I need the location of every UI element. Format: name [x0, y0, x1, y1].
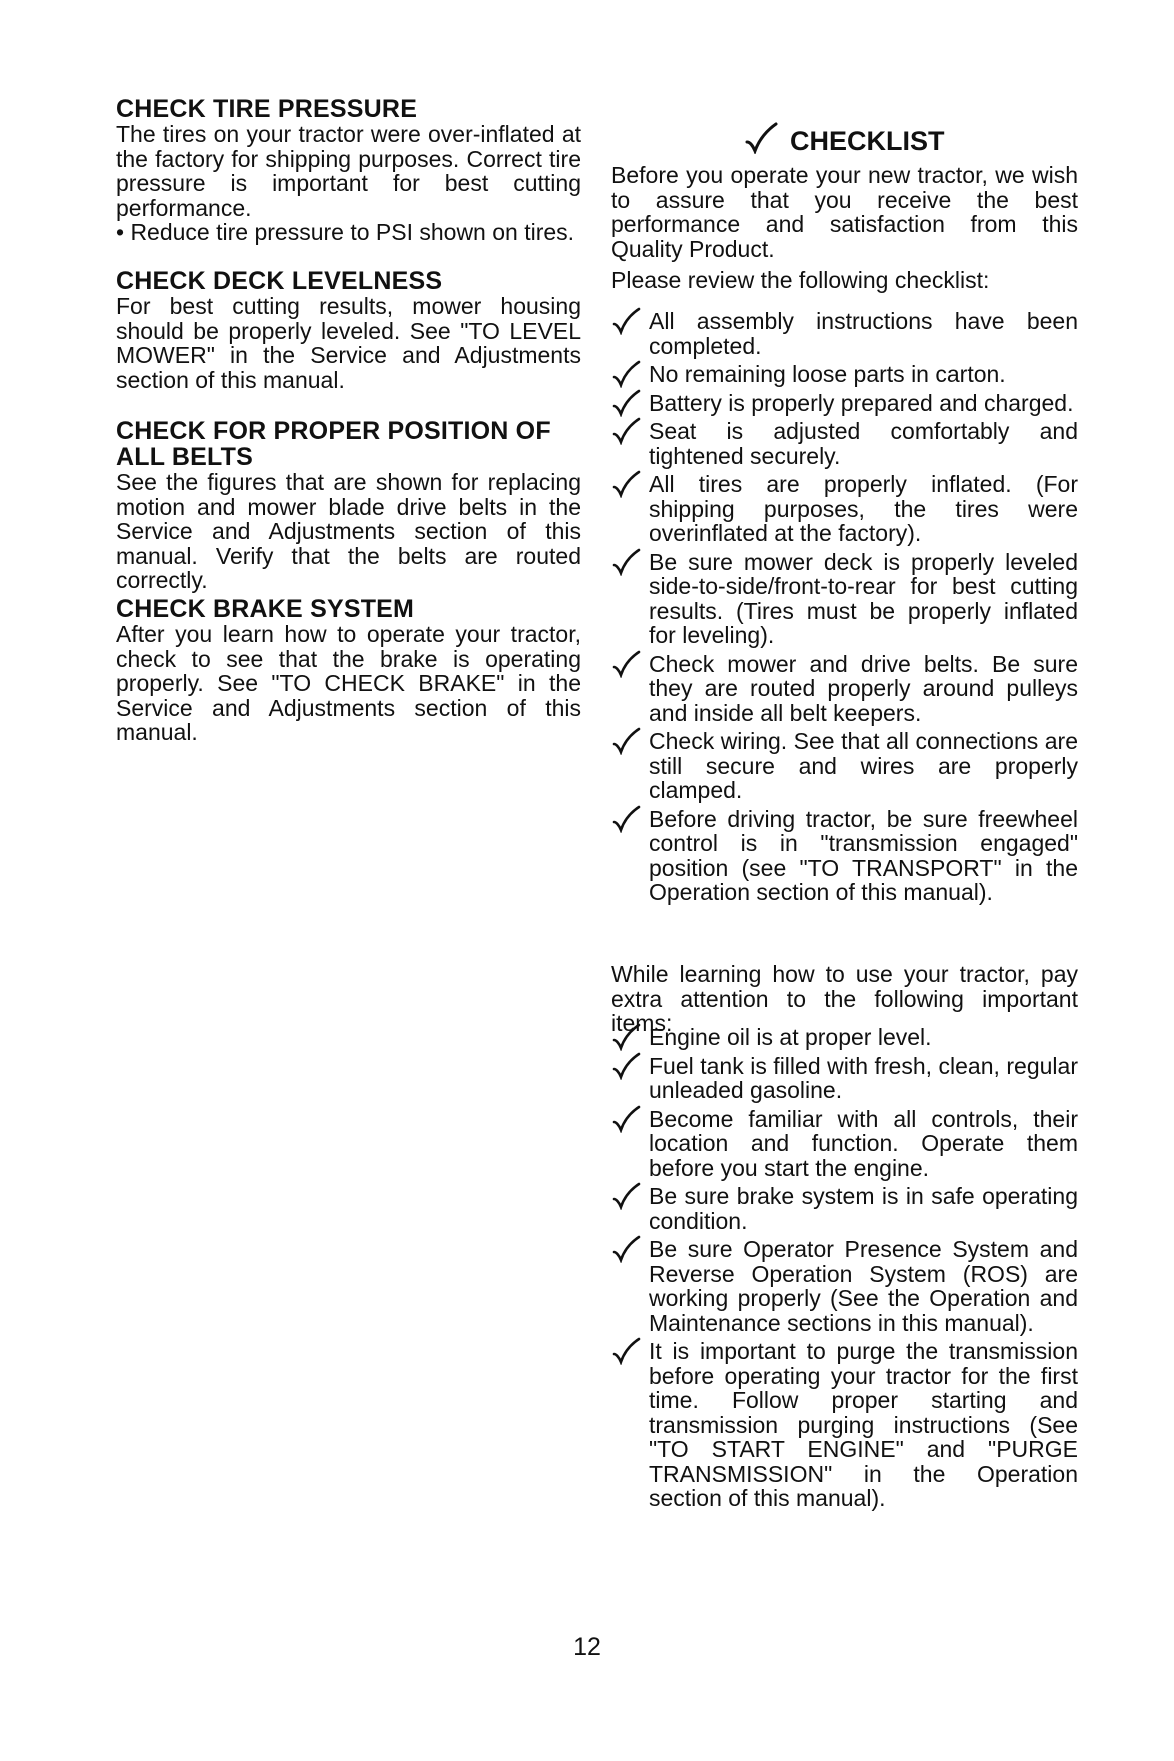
page-number: 12	[573, 1633, 601, 1661]
checkmark-icon	[744, 122, 778, 154]
important-item	[611, 1107, 1078, 1181]
important-item	[611, 1237, 1078, 1335]
belts-heading: CHECK FOR PROPER POSITION OF ALL BELTS	[116, 417, 551, 471]
important-items-list	[611, 1025, 1078, 1511]
important-item-text: Be sure brake system is in safe operating condition.	[649, 1183, 1078, 1234]
checkmark-icon	[611, 1235, 641, 1263]
checklist-item	[611, 309, 1078, 358]
checkmark-icon	[611, 307, 641, 335]
tire-pressure-body: The tires on your tractor were over-inflated at the factory for shipping purposes. Correct tire pressure is important for best cutting performance.	[116, 121, 581, 221]
important-item-text: Be sure Operator Presence System and Reverse Operation System (ROS) are working properly (See the Operation and Maintenance sections in this manual).	[649, 1236, 1078, 1336]
checklist-item-text: All assembly instructions have been completed.	[649, 308, 1078, 359]
checklist-section	[611, 309, 1078, 905]
brake-system-section	[116, 596, 581, 745]
checklist-item-text: Be sure mower deck is properly leveled side-to-side/front-to-rear for best cutting results. (Tires must be properly inflated for leveling).	[649, 548, 1078, 648]
checklist-title	[611, 118, 1078, 156]
important-item	[611, 1054, 1078, 1103]
important-items-section	[611, 1025, 1078, 1511]
checkmark-icon	[611, 1337, 641, 1365]
checkmark-icon	[611, 727, 641, 755]
important-item-text: Fuel tank is filled with fresh, clean, regular unleaded gasoline.	[649, 1052, 1078, 1103]
important-item-text: It is important to purge the transmission before operating your tractor for the first time. Follow proper starting and transmission purging instructions (See "TO START ENGINE" and "PURGE TRANSMISSION" in the Operation section of this manual).	[649, 1338, 1078, 1511]
checklist-title-text: CHECKLIST	[790, 126, 945, 156]
important-item-text: Engine oil is at proper level.	[649, 1024, 932, 1050]
checkmark-icon	[611, 1023, 641, 1051]
checkmark-icon	[611, 650, 641, 678]
important-item	[611, 1184, 1078, 1233]
brake-system-body: After you learn how to operate your tractor, check to see that the brake is operating properly. See "TO CHECK BRAKE" in the Service and Adjustments section of this manual.	[116, 621, 581, 745]
checklist-item-text: Check mower and drive belts. Be sure they are routed properly around pulleys and inside all belt keepers.	[649, 650, 1078, 726]
important-item-text: Become familiar with all controls, their location and function. Operate them before you start the engine.	[649, 1105, 1078, 1181]
checklist-item	[611, 652, 1078, 726]
checklist-item	[611, 391, 1078, 416]
checklist-item	[611, 362, 1078, 387]
checkmark-icon	[611, 805, 641, 833]
checkmark-icon	[611, 1105, 641, 1133]
checkmark-icon	[611, 389, 641, 417]
important-item	[611, 1025, 1078, 1050]
tire-pressure-heading: CHECK TIRE PRESSURE	[116, 95, 418, 123]
checklist-item-text: Before driving tractor, be sure freewheel control is in "transmission engaged" position (see "TO TRANSPORT" in the Operation section of this manual).	[649, 805, 1078, 905]
checklist-item-text: All tires are properly inflated. (For shipping purposes, the tires were overinflated at the factory).	[649, 471, 1078, 546]
checklist-intro: Before you operate your new tractor, we wish to assure that you receive the best performance and satisfaction from this Quality Product.	[611, 162, 1078, 262]
checkmark-icon	[611, 470, 641, 498]
checklist-item	[611, 472, 1078, 546]
checklist-item	[611, 550, 1078, 648]
belts-section	[116, 418, 581, 593]
checkmark-icon	[611, 1182, 641, 1210]
checkmark-icon	[611, 548, 641, 576]
learning-intro: While learning how to use your tractor, pay extra attention to the following important items:	[611, 961, 1078, 1036]
deck-levelness-section	[116, 268, 581, 392]
checklist-item	[611, 807, 1078, 905]
tire-pressure-section	[116, 96, 581, 245]
checklist-item-text: Check wiring. See that all connections are still secure and wires are properly clamped.	[649, 728, 1078, 803]
important-item	[611, 1339, 1078, 1511]
checklist	[611, 309, 1078, 905]
checklist-intro-section	[611, 163, 1078, 293]
checklist-item-text: Seat is adjusted comfortably and tightened securely.	[649, 418, 1078, 469]
checkmark-icon	[611, 1052, 641, 1080]
checkmark-icon	[611, 417, 641, 445]
deck-levelness-body: For best cutting results, mower housing should be properly leveled. See "TO LEVEL MOWER" in the Service and Adjustments section of this manual.	[116, 293, 581, 393]
checkmark-icon	[611, 360, 641, 388]
tire-pressure-bullet: • Reduce tire pressure to PSI shown on tires.	[116, 219, 575, 245]
brake-system-heading: CHECK BRAKE SYSTEM	[116, 595, 415, 623]
checklist-review-line: Please review the following checklist:	[611, 267, 990, 293]
checklist-item	[611, 419, 1078, 468]
deck-levelness-heading: CHECK DECK LEVELNESS	[116, 267, 443, 295]
checklist-item-text: No remaining loose parts in carton.	[649, 361, 1006, 387]
checklist-item-text: Battery is properly prepared and charged.	[649, 389, 1074, 416]
checklist-item	[611, 729, 1078, 803]
belts-body: See the figures that are shown for replacing motion and mower blade drive belts in the Service and Adjustments section of this manual. Verify that the belts are routed correctly.	[116, 469, 581, 593]
